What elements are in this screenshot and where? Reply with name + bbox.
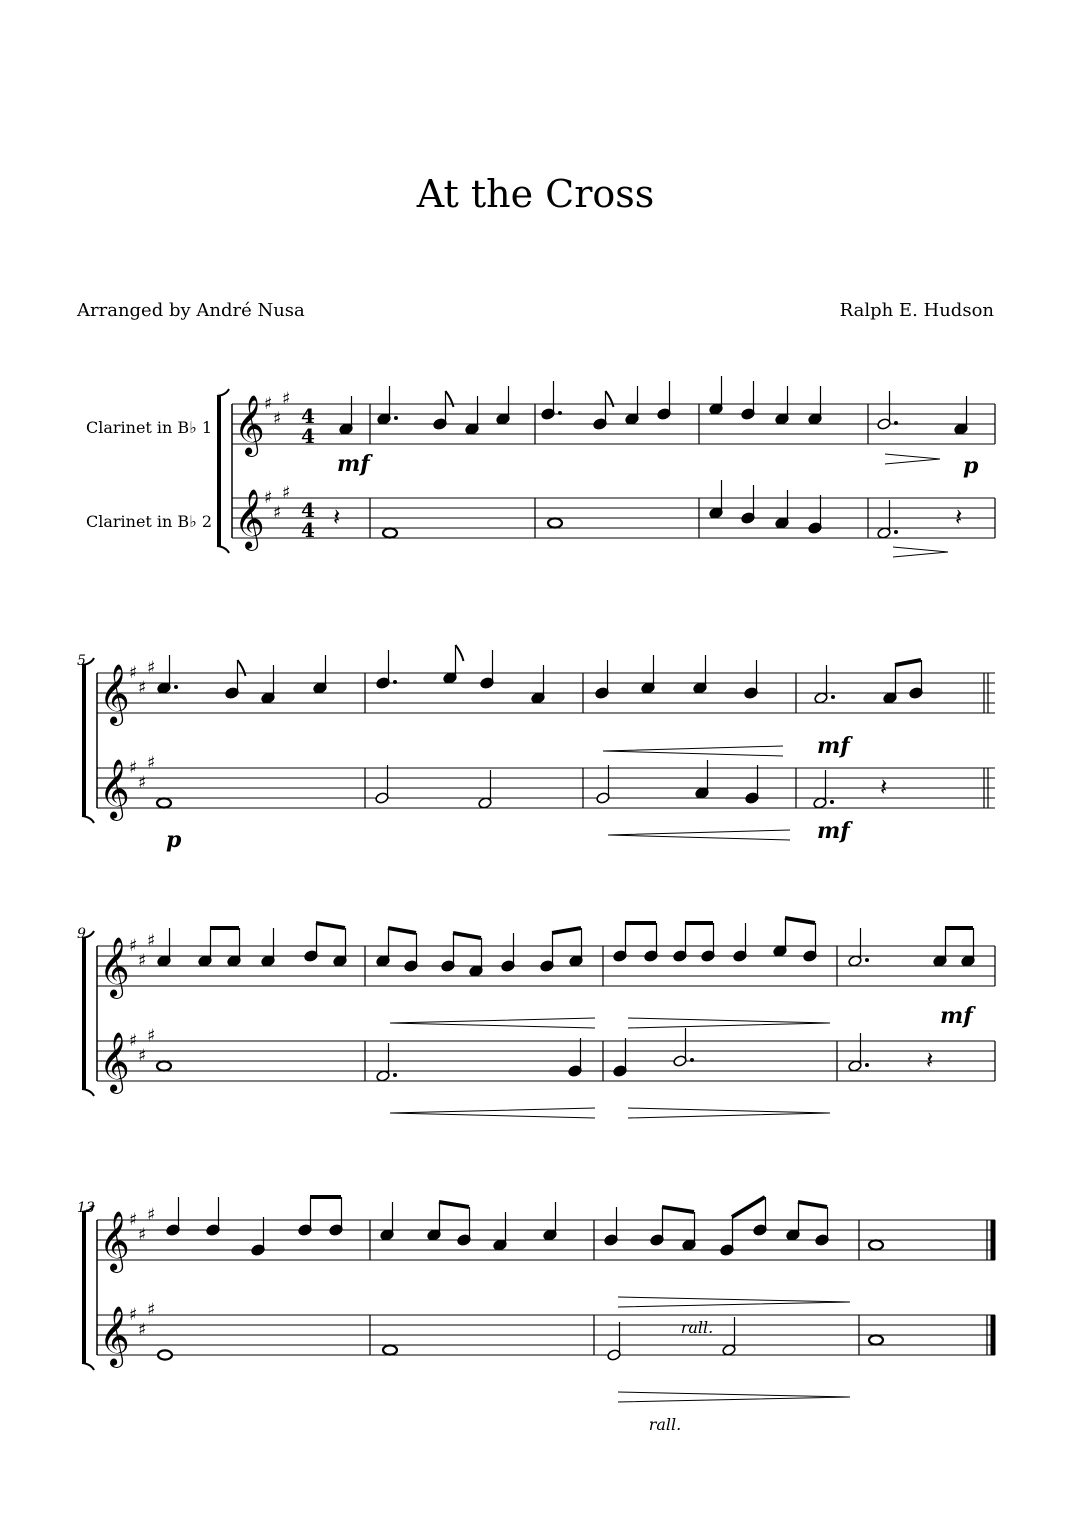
note [595,660,609,699]
note [469,938,483,977]
treble-clef-icon: 𝄞 [234,395,265,455]
note [869,1335,883,1344]
beam [453,933,481,938]
note [383,528,397,537]
note [457,1207,471,1246]
sharp-icon: ♯ [138,1225,147,1245]
sharp-icon: ♯ [282,483,291,503]
treble-clef-icon: 𝄞 [99,1306,130,1366]
note [376,650,397,689]
note [803,923,817,962]
arranger-credit: Arranged by André Nusa [77,300,305,321]
note [848,928,869,967]
decrescendo-hairpin [618,1297,850,1307]
note [954,396,968,435]
note [157,928,171,967]
treble-clef-icon: 𝄞 [234,489,265,549]
systems [77,376,995,1434]
note-head [869,1335,883,1344]
decrescendo-hairpin [885,454,940,464]
quarter-rest-icon: 𝄽 [955,503,963,531]
dot [393,1073,397,1077]
note [304,923,318,962]
sharp-icon: ♯ [147,1300,156,1320]
sharp-icon: ♯ [138,951,147,971]
dot [831,695,835,699]
note [496,386,510,425]
note [568,1038,582,1077]
note [441,933,455,972]
note [376,1043,397,1082]
beam [552,928,581,933]
dot [865,1063,869,1067]
treble-clef-icon: 𝄞 [99,1211,130,1271]
note [478,770,492,809]
note [682,1212,696,1251]
note [673,923,687,962]
note [883,665,897,704]
note [261,928,275,967]
dot [894,421,898,425]
sharp-icon: ♯ [129,663,138,683]
note [540,933,554,972]
staff-2 [97,753,995,821]
note [869,1240,883,1249]
decrescendo-hairpin [628,1108,830,1118]
note [909,660,923,699]
system-2 [77,653,995,840]
note [644,923,658,962]
crescendo-hairpin [608,830,790,840]
note [339,396,353,435]
beam [732,1197,765,1217]
note [227,928,241,967]
note [808,495,822,534]
note-head [157,798,171,807]
note [157,1061,171,1070]
note [329,1197,343,1236]
note [877,391,898,430]
note [722,1317,736,1356]
note [313,655,327,694]
sharp-icon: ♯ [129,1031,138,1051]
note [427,1202,441,1241]
flag [238,660,246,676]
treble-clef-icon: 𝄞 [99,937,130,997]
note [650,1207,664,1246]
note [376,928,390,967]
sharp-icon: ♯ [138,773,147,793]
treble-clef-icon: 𝄞 [99,1032,130,1092]
composer-credit: Ralph E. Hudson [839,300,994,321]
instrument-name-1: Clarinet in B♭ 1 [85,418,212,437]
note [501,933,515,972]
dot [830,800,834,804]
dot [558,411,562,415]
measure-number: 9 [77,926,86,942]
note-head [157,1061,171,1070]
note [380,1202,394,1241]
time-signature-numerator: 4 [301,498,315,522]
dot [865,958,869,962]
dot [394,416,398,420]
note [961,928,975,967]
quarter-rest-icon: 𝄽 [926,1046,934,1074]
bracket-hook-top [217,389,229,396]
note-head [548,518,562,527]
note [206,1197,220,1236]
note [720,1217,734,1256]
note [693,655,707,694]
sharp-icon: ♯ [129,1305,138,1325]
beam [895,660,921,665]
sharp-icon: ♯ [129,936,138,956]
time-signature-numerator: 4 [301,404,315,428]
beam [388,928,416,933]
sharp-icon: ♯ [147,1205,156,1225]
note [673,1028,694,1067]
note-head [383,1345,397,1354]
note [814,665,835,704]
sharp-icon: ♯ [147,753,156,773]
instrument-labels [86,418,212,531]
note-head [869,1240,883,1249]
note [741,381,755,420]
flag [606,391,614,407]
note [733,923,747,962]
sharp-icon: ♯ [264,488,273,508]
note [569,928,583,967]
note [541,381,562,420]
decrescendo-hairpin [628,1018,830,1028]
note [815,1207,829,1246]
note [383,1345,397,1354]
note [657,381,671,420]
crescendo-hairpin [603,746,783,756]
note [251,1217,265,1256]
note [333,928,347,967]
sharp-icon: ♯ [147,1026,156,1046]
note [443,645,464,684]
note [613,1038,627,1077]
note [298,1197,312,1236]
expression-text: rall. [648,1415,682,1434]
sharp-icon: ♯ [273,503,282,523]
note [158,1350,172,1359]
note [157,798,171,807]
sharp-icon: ♯ [273,409,282,429]
dynamic-marking: mf [817,818,850,844]
note-head [158,1350,172,1359]
sharp-icon: ♯ [264,394,273,414]
dynamic-marking: mf [940,1003,973,1029]
bracket-hook-bottom [217,546,229,553]
dot [174,685,178,689]
beam [316,923,345,928]
bracket-hook-bottom [82,1363,94,1370]
note [613,923,627,962]
sharp-icon: ♯ [138,1046,147,1066]
crescendo-hairpin [390,1108,595,1118]
decrescendo-hairpin [618,1392,850,1402]
note [745,765,759,804]
note [709,376,723,415]
sharp-icon: ♯ [147,658,156,678]
note [709,480,723,519]
instrument-name-2: Clarinet in B♭ 2 [85,512,212,531]
beam [798,1202,827,1207]
note [741,485,755,524]
staff-2 [97,1300,995,1368]
note-head [383,528,397,537]
note [157,655,178,694]
note [166,1197,180,1236]
time-signature-denominator: 4 [301,518,315,542]
flag [456,645,464,661]
flag [446,391,454,407]
note [848,1033,869,1072]
bracket-hook-bottom [82,816,94,823]
measure-number: 13 [77,1200,95,1216]
note [775,386,789,425]
dot [690,1058,694,1062]
note [548,518,562,527]
note [543,1202,557,1241]
treble-clef-icon: 𝄞 [99,759,130,819]
quarter-rest-icon: 𝄽 [333,503,341,531]
measure-number: 5 [77,653,86,669]
note [607,1322,621,1361]
note [404,933,418,972]
dynamic-marking: mf [817,733,850,759]
quarter-rest-icon: 𝄽 [880,773,888,801]
note [375,765,389,804]
staff-2 [232,483,995,551]
note [261,665,275,704]
note [596,765,610,804]
note [877,500,898,539]
note [808,386,822,425]
sharp-icon: ♯ [129,1210,138,1230]
note [813,770,834,809]
score-title: At the Cross [416,172,655,216]
dot [393,680,397,684]
sharp-icon: ♯ [129,758,138,778]
sharp-icon: ♯ [138,1320,147,1340]
dot [894,530,898,534]
note [773,918,787,957]
sharp-icon: ♯ [282,389,291,409]
note [695,760,709,799]
treble-clef-icon: 𝄞 [99,664,130,724]
sharp-icon: ♯ [147,931,156,951]
beam [439,1202,469,1207]
bracket-hook-bottom [82,1089,94,1096]
decrescendo-hairpin [893,547,948,557]
note [480,650,494,689]
beam [785,918,815,923]
crescendo-hairpin [390,1018,595,1028]
note [744,660,758,699]
note [377,386,398,425]
dynamic-marking: p [963,453,979,479]
note [775,490,789,529]
system-3 [77,926,995,1118]
note [531,665,545,704]
beam [662,1207,694,1212]
note [625,386,639,425]
dynamic-marking: mf [337,451,370,477]
dynamic-marking: p [166,827,182,853]
note [465,396,479,435]
note [786,1202,800,1241]
note [933,928,947,967]
sharp-icon: ♯ [138,678,147,698]
time-signature-denominator: 4 [301,424,315,448]
note [604,1207,618,1246]
note [198,928,212,967]
note [701,923,715,962]
note [493,1212,507,1251]
expression-text: rall. [680,1318,714,1337]
note [641,655,655,694]
